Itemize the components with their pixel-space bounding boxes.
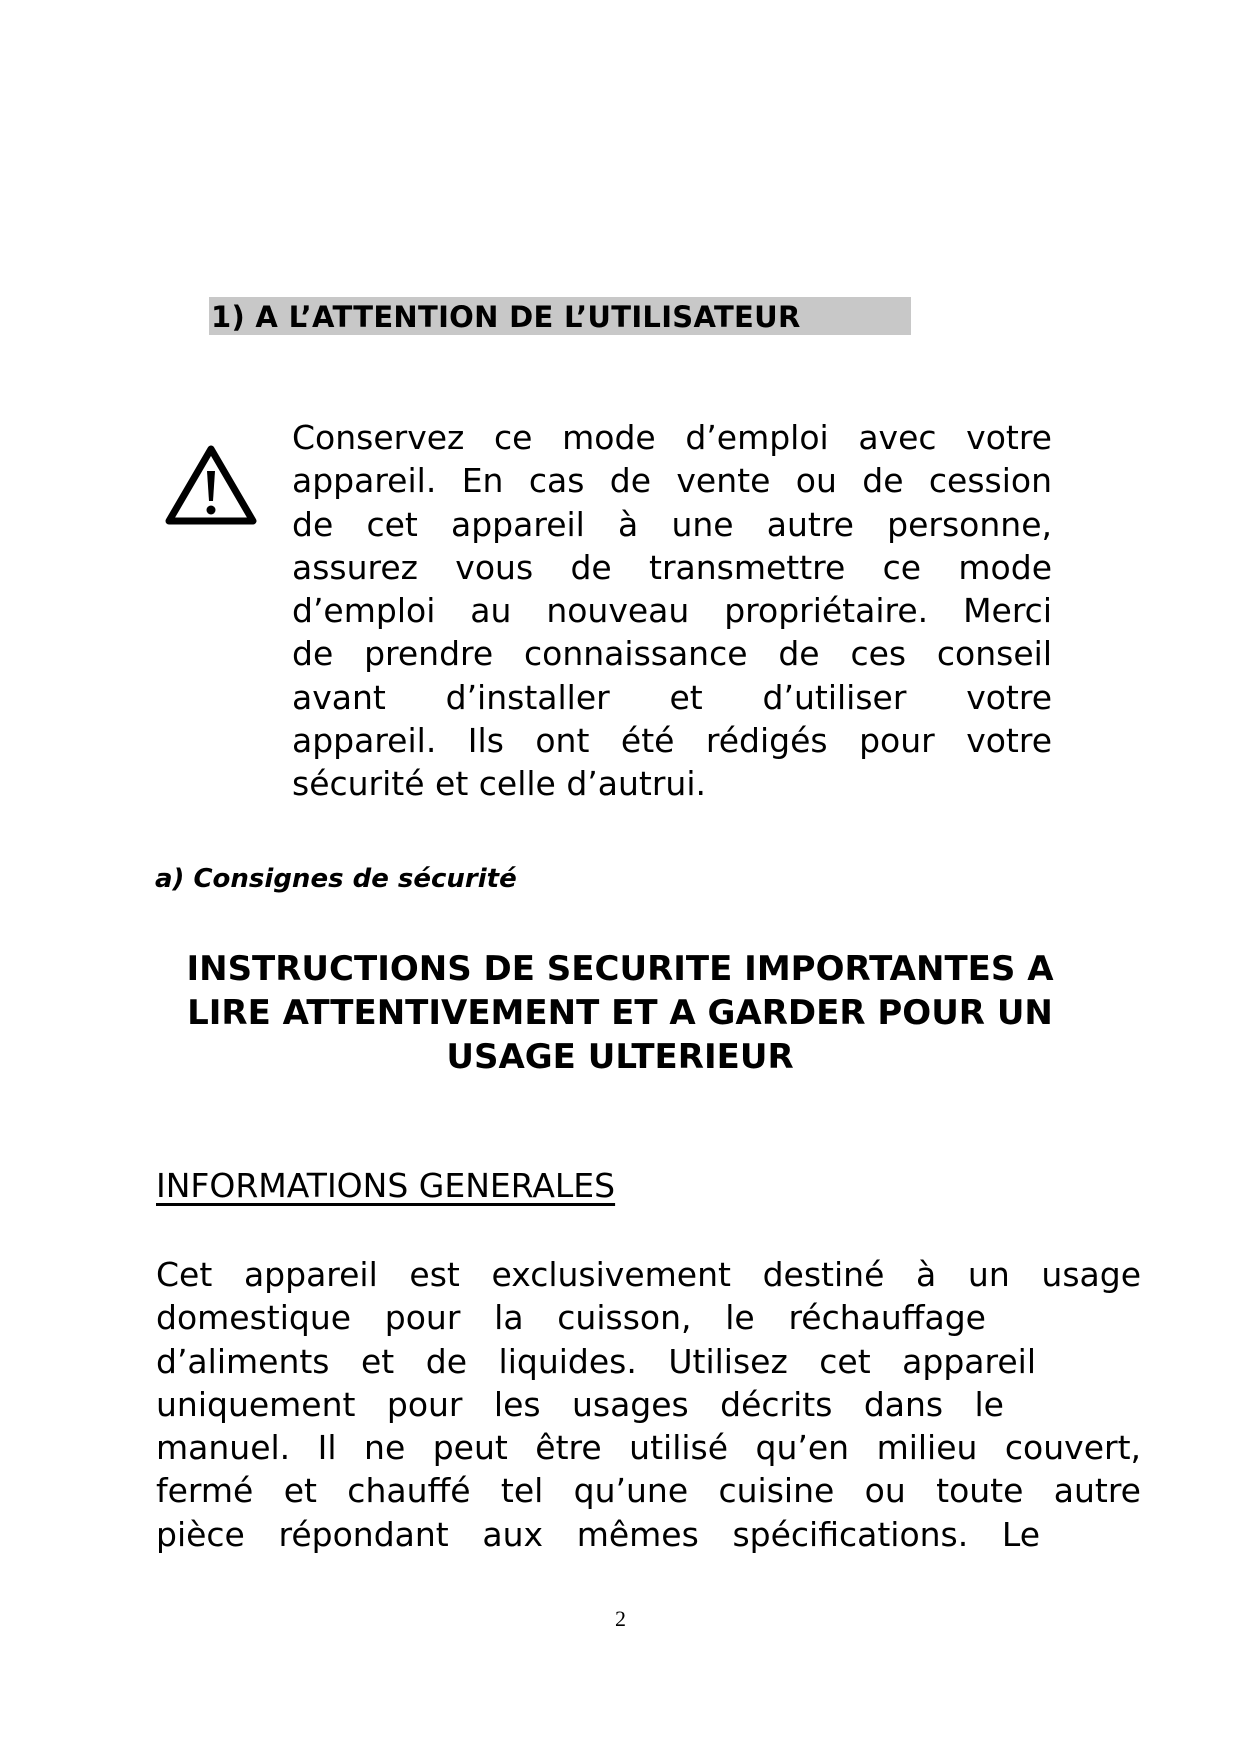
important-title-line: LIRE ATTENTIVEMENT ET A GARDER POUR UN [187, 993, 1053, 1033]
intro-line: d’emploi au nouveau propriétaire. Merci [292, 591, 1052, 631]
body-line: uniquement pour les usages décrits dans le [156, 1384, 1004, 1424]
important-title-line: INSTRUCTIONS DE SECURITE IMPORTANTES A [186, 949, 1054, 989]
general-info-paragraph [156, 1253, 1141, 1556]
body-line: d’aliments et de liquides. Utilisez cet appareil [156, 1341, 1036, 1381]
section-title: 1) A L’ATTENTION DE L’UTILISATEUR [211, 300, 801, 334]
important-instructions-title [140, 947, 1100, 1079]
body-line: domestique pour la cuisson, le réchauffage [156, 1298, 986, 1338]
page-number: 2 [615, 1606, 626, 1631]
intro-line: Conservez ce mode d’emploi avec votre [292, 418, 1052, 457]
general-info-heading: INFORMATIONS GENERALES [156, 1166, 616, 1205]
intro-line: appareil. Ils ont été rédigés pour votre [292, 721, 1052, 761]
intro-line: sécurité et celle d’autrui. [292, 764, 706, 804]
intro-paragraph [292, 416, 1052, 806]
body-line: pièce répondant aux mêmes spécifications. Le [156, 1514, 1040, 1554]
important-title-line: USAGE ULTERIEUR [446, 1037, 794, 1077]
intro-line: appareil. En cas de vente ou de cession [292, 461, 1052, 501]
intro-line: avant d’installer et d’utiliser votre [292, 677, 1052, 717]
body-line: Cet appareil est exclusivement destiné à un usage [156, 1255, 1141, 1294]
body-line: fermé et chauffé tel qu’une cuisine ou toute autre [156, 1471, 1141, 1511]
safety-subheading: a) Consignes de sécurité [155, 864, 517, 894]
warning-triangle-icon [163, 443, 259, 527]
body-line: manuel. Il ne peut être utilisé qu’en milieu couvert, [156, 1428, 1141, 1468]
intro-line: de cet appareil à une autre personne, [292, 504, 1052, 544]
intro-line: assurez vous de transmettre ce mode [292, 547, 1052, 587]
intro-line: de prendre connaissance de ces conseil [292, 634, 1052, 674]
